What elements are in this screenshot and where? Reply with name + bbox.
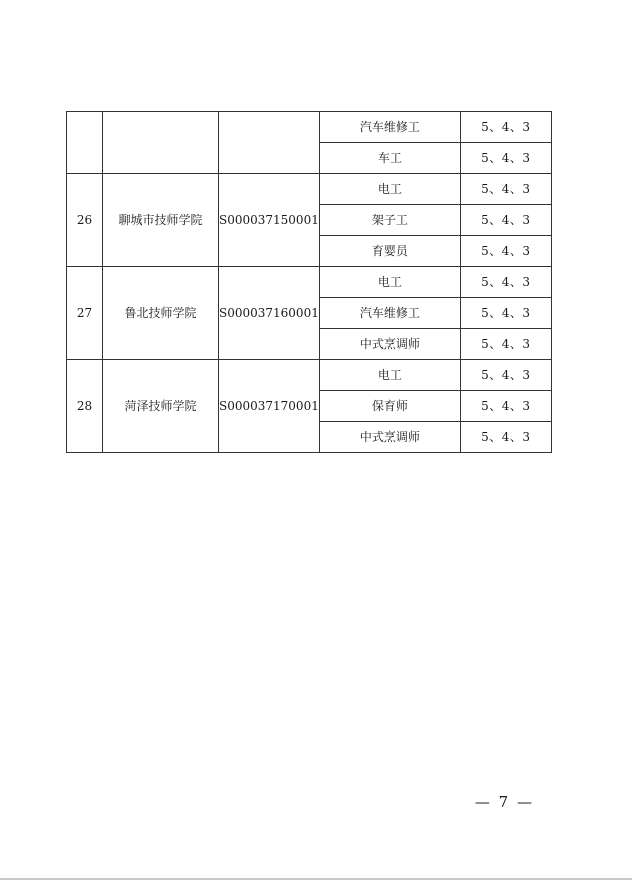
table-row	[67, 360, 552, 391]
school-code-cell	[219, 112, 320, 174]
page-number: — 7 —	[474, 793, 534, 811]
trade-levels-cell: 5、4、3	[460, 360, 551, 391]
trade-levels-cell: 5、4、3	[460, 298, 551, 329]
trade-name-cell: 车工	[319, 143, 460, 174]
row-number-cell: 28	[67, 360, 103, 453]
table-row	[67, 112, 552, 143]
school-name-cell	[103, 112, 219, 174]
table-row	[67, 267, 552, 298]
trade-name-cell: 汽车维修工	[319, 112, 460, 143]
trade-name-cell: 架子工	[319, 205, 460, 236]
trade-name-cell: 保育师	[319, 391, 460, 422]
trade-levels-cell: 5、4、3	[460, 174, 551, 205]
trade-name-cell: 电工	[319, 360, 460, 391]
trade-levels-cell: 5、4、3	[460, 267, 551, 298]
trade-name-cell: 中式烹调师	[319, 329, 460, 360]
table-row	[67, 174, 552, 205]
row-number-cell: 27	[67, 267, 103, 360]
trade-name-cell: 电工	[319, 267, 460, 298]
school-trade-table	[66, 111, 552, 453]
trade-name-cell: 育婴员	[319, 236, 460, 267]
trade-levels-cell: 5、4、3	[460, 329, 551, 360]
page-bottom-divider	[0, 878, 632, 880]
trade-levels-cell: 5、4、3	[460, 143, 551, 174]
school-code-cell: S000037150001	[219, 174, 320, 267]
trade-name-cell: 汽车维修工	[319, 298, 460, 329]
row-number-cell	[67, 112, 103, 174]
trade-name-cell: 中式烹调师	[319, 422, 460, 453]
trade-name-cell: 电工	[319, 174, 460, 205]
school-code-cell: S000037160001	[219, 267, 320, 360]
school-name-cell: 鲁北技师学院	[103, 267, 219, 360]
school-name-cell: 聊城市技师学院	[103, 174, 219, 267]
trade-levels-cell: 5、4、3	[460, 422, 551, 453]
row-number-cell: 26	[67, 174, 103, 267]
trade-levels-cell: 5、4、3	[460, 112, 551, 143]
trade-levels-cell: 5、4、3	[460, 391, 551, 422]
trade-levels-cell: 5、4、3	[460, 236, 551, 267]
school-name-cell: 菏泽技师学院	[103, 360, 219, 453]
trade-levels-cell: 5、4、3	[460, 205, 551, 236]
school-code-cell: S000037170001	[219, 360, 320, 453]
